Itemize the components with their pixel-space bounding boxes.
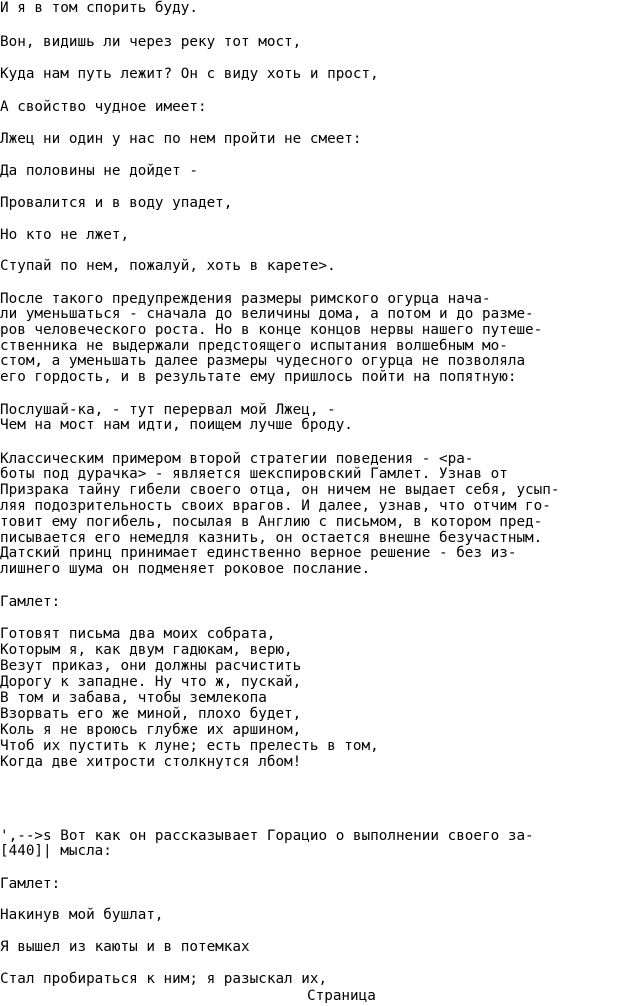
text-line: Лжец ни один у нас по нем пройти не смеет: <box>0 131 362 147</box>
text-line: А свойство чудное имеет: <box>0 99 207 115</box>
quote-line: Чем на мост нам идти, поищем лучше броду. <box>0 417 353 433</box>
text-line: Куда нам путь лежит? Он с виду хоть и прост, <box>0 66 379 82</box>
paragraph-line: ли уменьшаться - сначала до величины дома, а потом и до разме- <box>0 306 534 322</box>
verse-line: В том и забава, чтобы землекопа <box>0 690 267 706</box>
paragraph-line: ляя подозрительность своих врагов. И далее, узнав, что отчим го- <box>0 498 551 514</box>
paragraph-line: стом, а уменьшать далее размеры чудесного огурца не позволяла <box>0 353 526 369</box>
paragraph-line: ственника не выдержали предстоящего испытания волшебным мо- <box>0 338 508 354</box>
paragraph-line: лишнего шума он подменяет роковое послание. <box>0 561 371 577</box>
text-line: Стал пробираться к ним; я разыскал их, <box>0 971 328 987</box>
paragraph-line: Призрака тайну гибели своего отца, он ничем не выдает себя, усып- <box>0 482 560 498</box>
paragraph-line: ',-->s Вот как он рассказывает Горацио о выполнении своего за- <box>0 828 534 844</box>
verse-line: Готовят письма два моих собрата, <box>0 626 276 642</box>
paragraph-line: Датский принц принимает единственно верное решение - без из- <box>0 545 517 561</box>
verse-line: Когда две хитрости столкнутся лбом! <box>0 754 302 770</box>
text-line: Накинув мой бушлат, <box>0 907 164 923</box>
paragraph-line: товит ему погибель, посылая в Англию с письмом, в котором пред- <box>0 514 543 530</box>
paragraph-line: писывается его немедля казнить, он остается внешне безучастным. <box>0 530 543 546</box>
text-line: Вон, видишь ли через реку тот мост, <box>0 34 302 50</box>
verse-line: Взорвать его же миной, плохо будет, <box>0 706 302 722</box>
speaker-label: Гамлет: <box>0 594 61 610</box>
verse-line: Дорогу к западне. Ну что ж, пускай, <box>0 674 302 690</box>
paragraph-line: После такого предупреждения размеры римского огурца нача- <box>0 291 491 307</box>
verse-line: Чтоб их пустить к луне; есть прелесть в том, <box>0 738 379 754</box>
quote-line: Послушай-ка, - тут перервал мой Лжец, - <box>0 402 336 418</box>
text-line: Но кто не лжет, <box>0 227 130 243</box>
text-line: Провалится и в воду упадет, <box>0 195 233 211</box>
text-line: Да половины не дойдет - <box>0 163 198 179</box>
verse-line: Коль я не вроюсь глубже их аршином, <box>0 722 302 738</box>
page-footer: Страница <box>307 988 376 1004</box>
paragraph-line: его гордость, и в результате ему пришлось пойти на попятную: <box>0 369 517 385</box>
paragraph-line: [440]| мысла: <box>0 843 112 859</box>
paragraph-line: ров человеческого роста. Но в конце концов нервы нашего путеше- <box>0 322 543 338</box>
paragraph-line: боты под дурачка> - является шекспировский Гамлет. Узнав от <box>0 466 508 482</box>
text-line: Ступай по нем, пожалуй, хоть в карете>. <box>0 258 336 274</box>
paragraph-line: Классическим примером второй стратегии поведения - <ра- <box>0 451 474 467</box>
verse-line: Которым я, как двум гадюкам, верю, <box>0 642 293 658</box>
verse-line: Везут приказ, они должны расчистить <box>0 658 302 674</box>
text-line: Я вышел из каюты и в потемках <box>0 939 250 955</box>
text-line: И я в том спорить буду. <box>0 0 198 16</box>
speaker-label: Гамлет: <box>0 876 61 892</box>
